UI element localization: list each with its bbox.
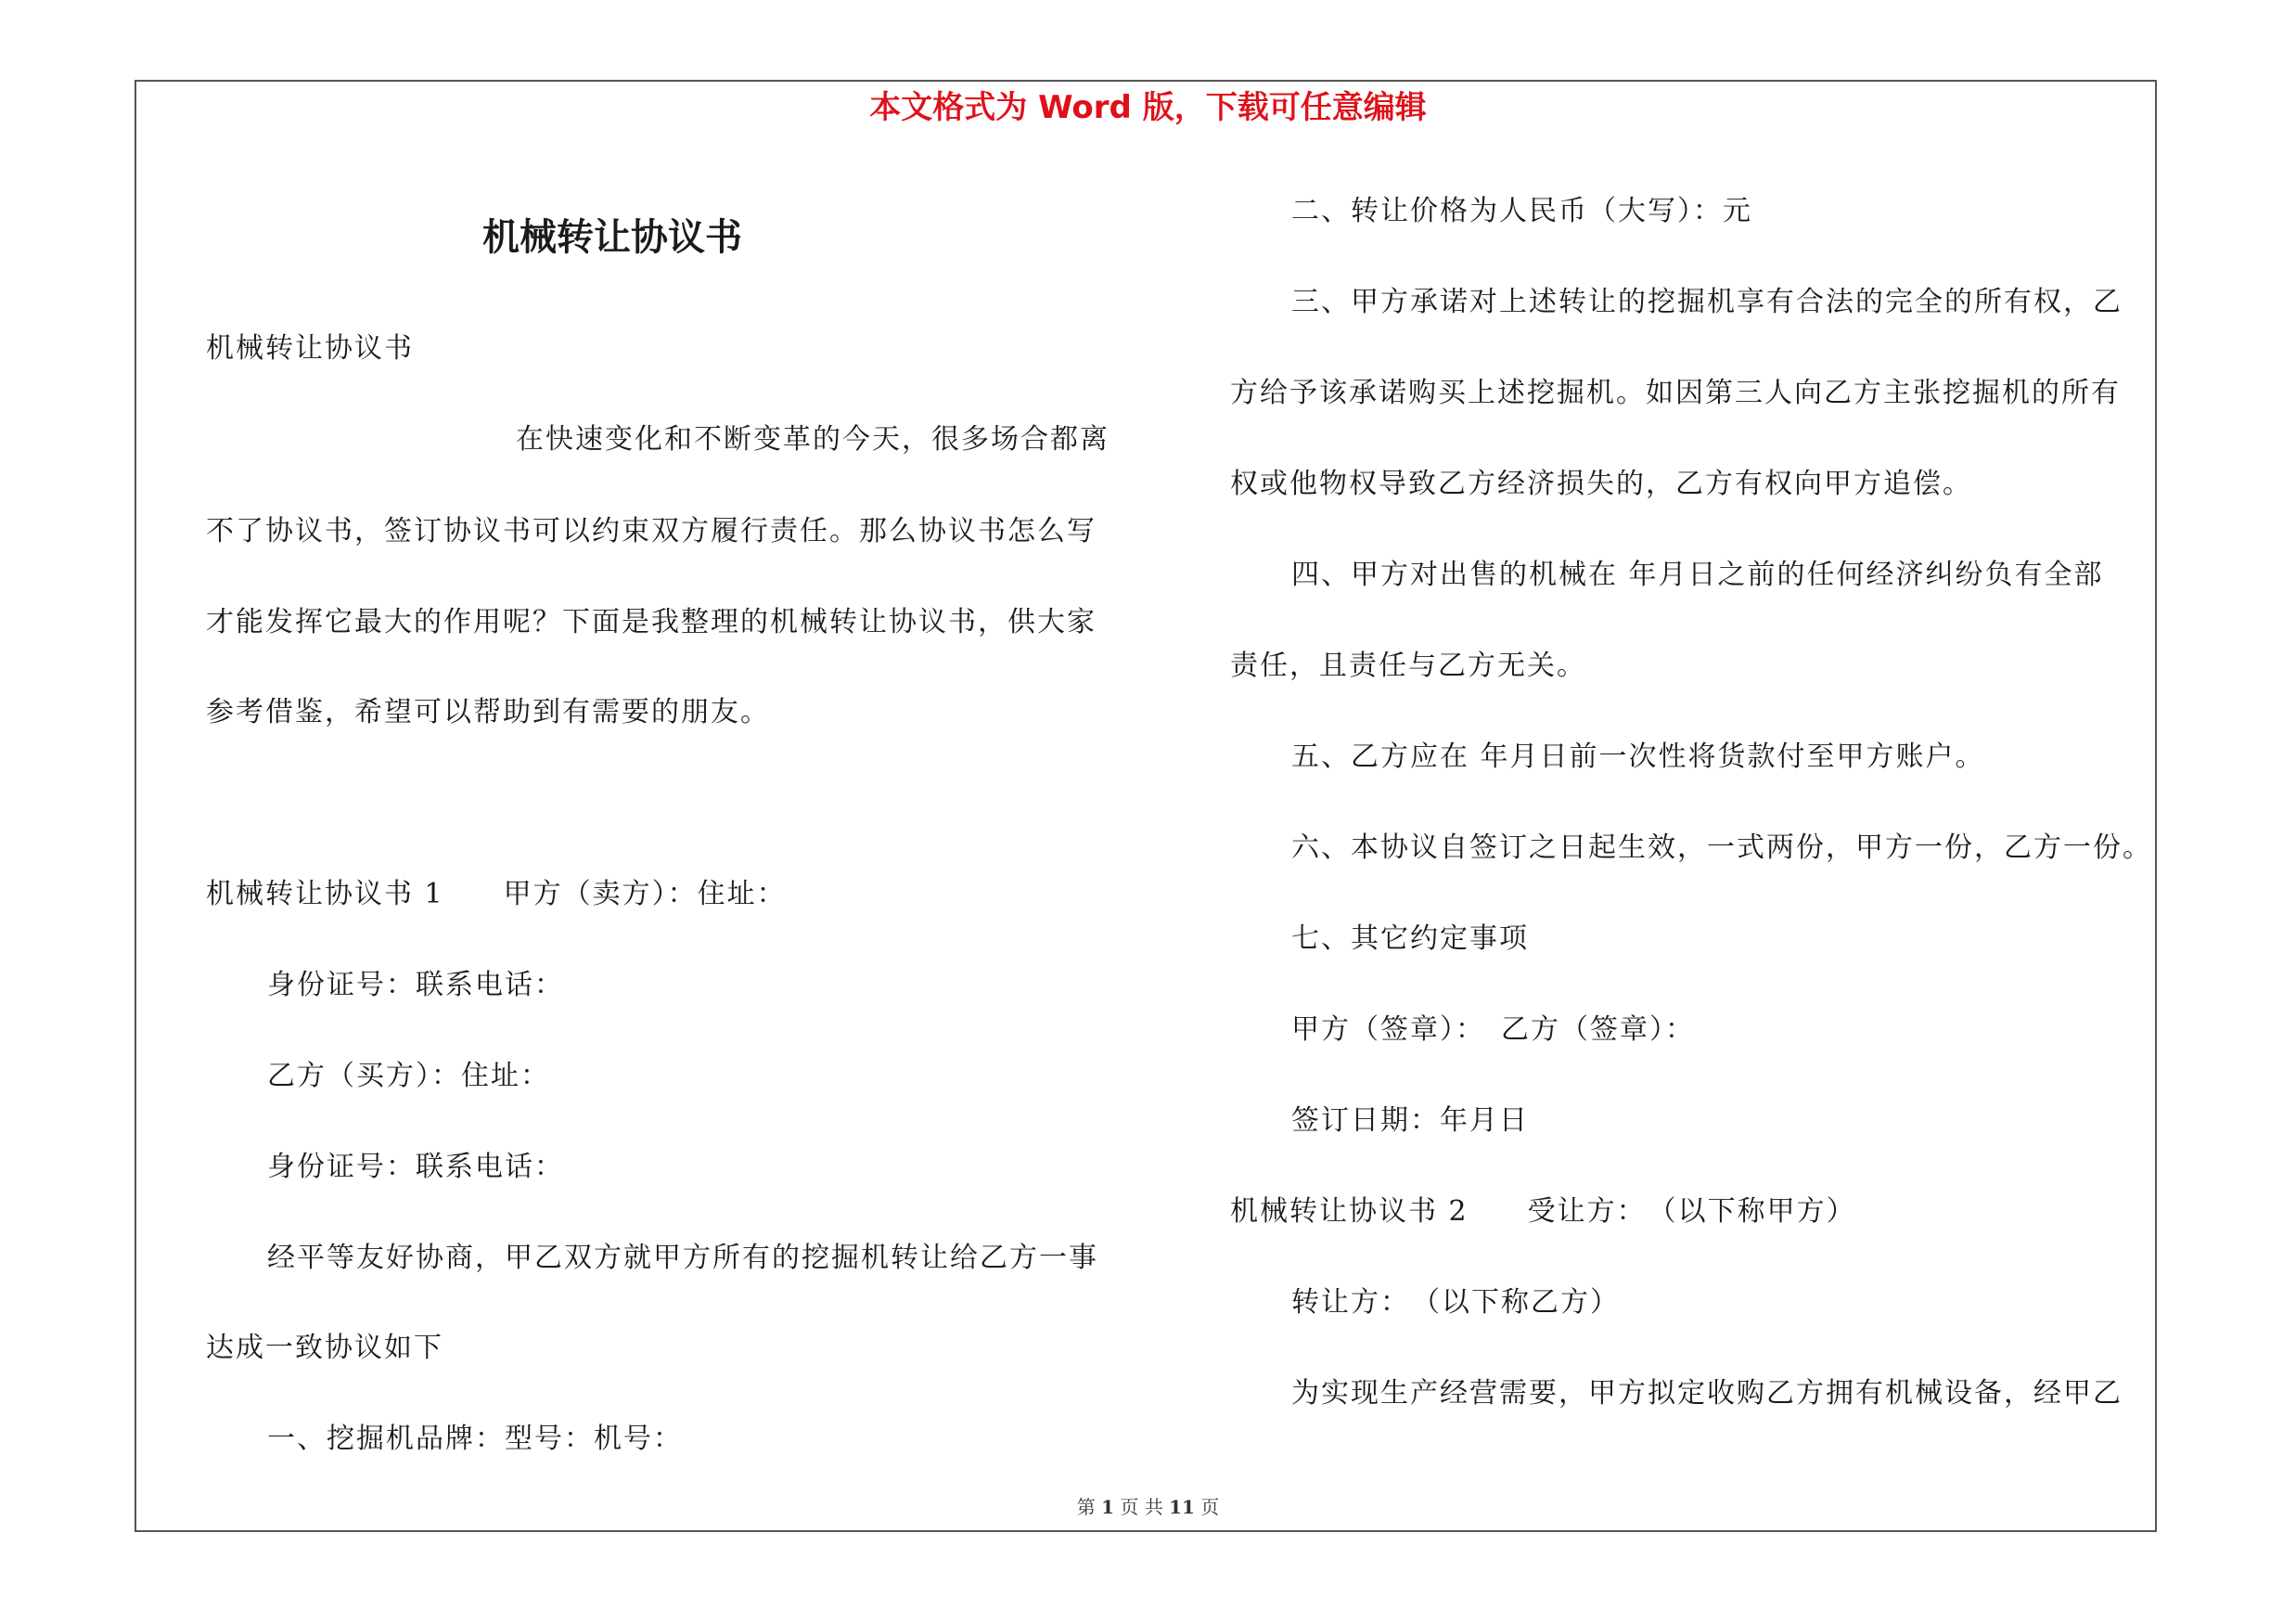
right-line-3: 方给予该承诺购买上述挖掘机。如因第三人向乙方主张挖掘机的所有 (1230, 377, 2121, 409)
document-title: 机械转让协议书 (482, 215, 742, 259)
right-line-1: 二、转让价格为人民币（大写）：元 (1291, 195, 1752, 227)
left-line-3: 不了协议书，签订协议书可以约束双方履行责任。那么协议书怎么写 (206, 515, 1097, 547)
word-format-banner: 本文格式为 Word 版，下载可任意编辑 (869, 89, 1427, 126)
right-line-12: 机械转让协议书 2 受让方： （以下称甲方） (1230, 1195, 1856, 1228)
footer-middle: 页 共 (1120, 1496, 1163, 1518)
right-line-6: 责任，且责任与乙方无关。 (1230, 650, 1586, 682)
left-line-1: 机械转让协议书 (206, 332, 414, 365)
left-line-6: 机械转让协议书 1 甲方（卖方）：住址： (206, 878, 787, 910)
right-line-2: 三、甲方承诺对上述转让的挖掘机享有合法的完全的所有权，乙 (1291, 286, 2123, 318)
right-line-4: 权或他物权导致乙方经济损失的，乙方有权向甲方追偿。 (1230, 468, 1972, 500)
left-line-7: 身份证号：联系电话： (267, 969, 564, 1001)
left-line-4: 才能发挥它最大的作用呢？下面是我整理的机械转让协议书，供大家 (206, 606, 1097, 638)
right-line-7: 五、乙方应在 年月日前一次性将货款付至甲方账户。 (1291, 741, 1985, 773)
left-line-2: 在快速变化和不断变革的今天，很多场合都离 (516, 423, 1110, 456)
current-page-number: 1 (1101, 1496, 1114, 1518)
right-line-13: 转让方： （以下称乙方） (1291, 1286, 1620, 1319)
total-page-count: 11 (1169, 1496, 1195, 1518)
page-footer (0, 1494, 2296, 1520)
left-line-5: 参考借鉴，希望可以帮助到有需要的朋友。 (206, 696, 770, 728)
right-line-9: 七、其它约定事项 (1291, 922, 1529, 955)
left-line-9: 身份证号：联系电话： (267, 1151, 564, 1183)
left-line-11: 达成一致协议如下 (206, 1332, 443, 1364)
left-line-10: 经平等友好协商，甲乙双方就甲方所有的挖掘机转让给乙方一事 (267, 1242, 1098, 1274)
right-line-5: 四、甲方对出售的机械在 年月日之前的任何经济纠纷负有全部 (1291, 559, 2104, 591)
right-line-14: 为实现生产经营需要，甲方拟定收购乙方拥有机械设备，经甲乙 (1291, 1377, 2123, 1410)
right-line-8: 六、本协议自签订之日起生效，一式两份，甲方一份，乙方一份。 (1291, 831, 2152, 864)
footer-suffix: 页 (1200, 1496, 1220, 1518)
left-line-12: 一、挖掘机品牌：型号：机号： (267, 1423, 683, 1455)
footer-prefix: 第 (1076, 1496, 1096, 1518)
left-line-8: 乙方（买方）：住址： (267, 1060, 550, 1092)
right-line-11: 签订日期：年月日 (1291, 1104, 1529, 1137)
right-line-10: 甲方（签章）： 乙方（签章）： (1291, 1013, 1695, 1046)
